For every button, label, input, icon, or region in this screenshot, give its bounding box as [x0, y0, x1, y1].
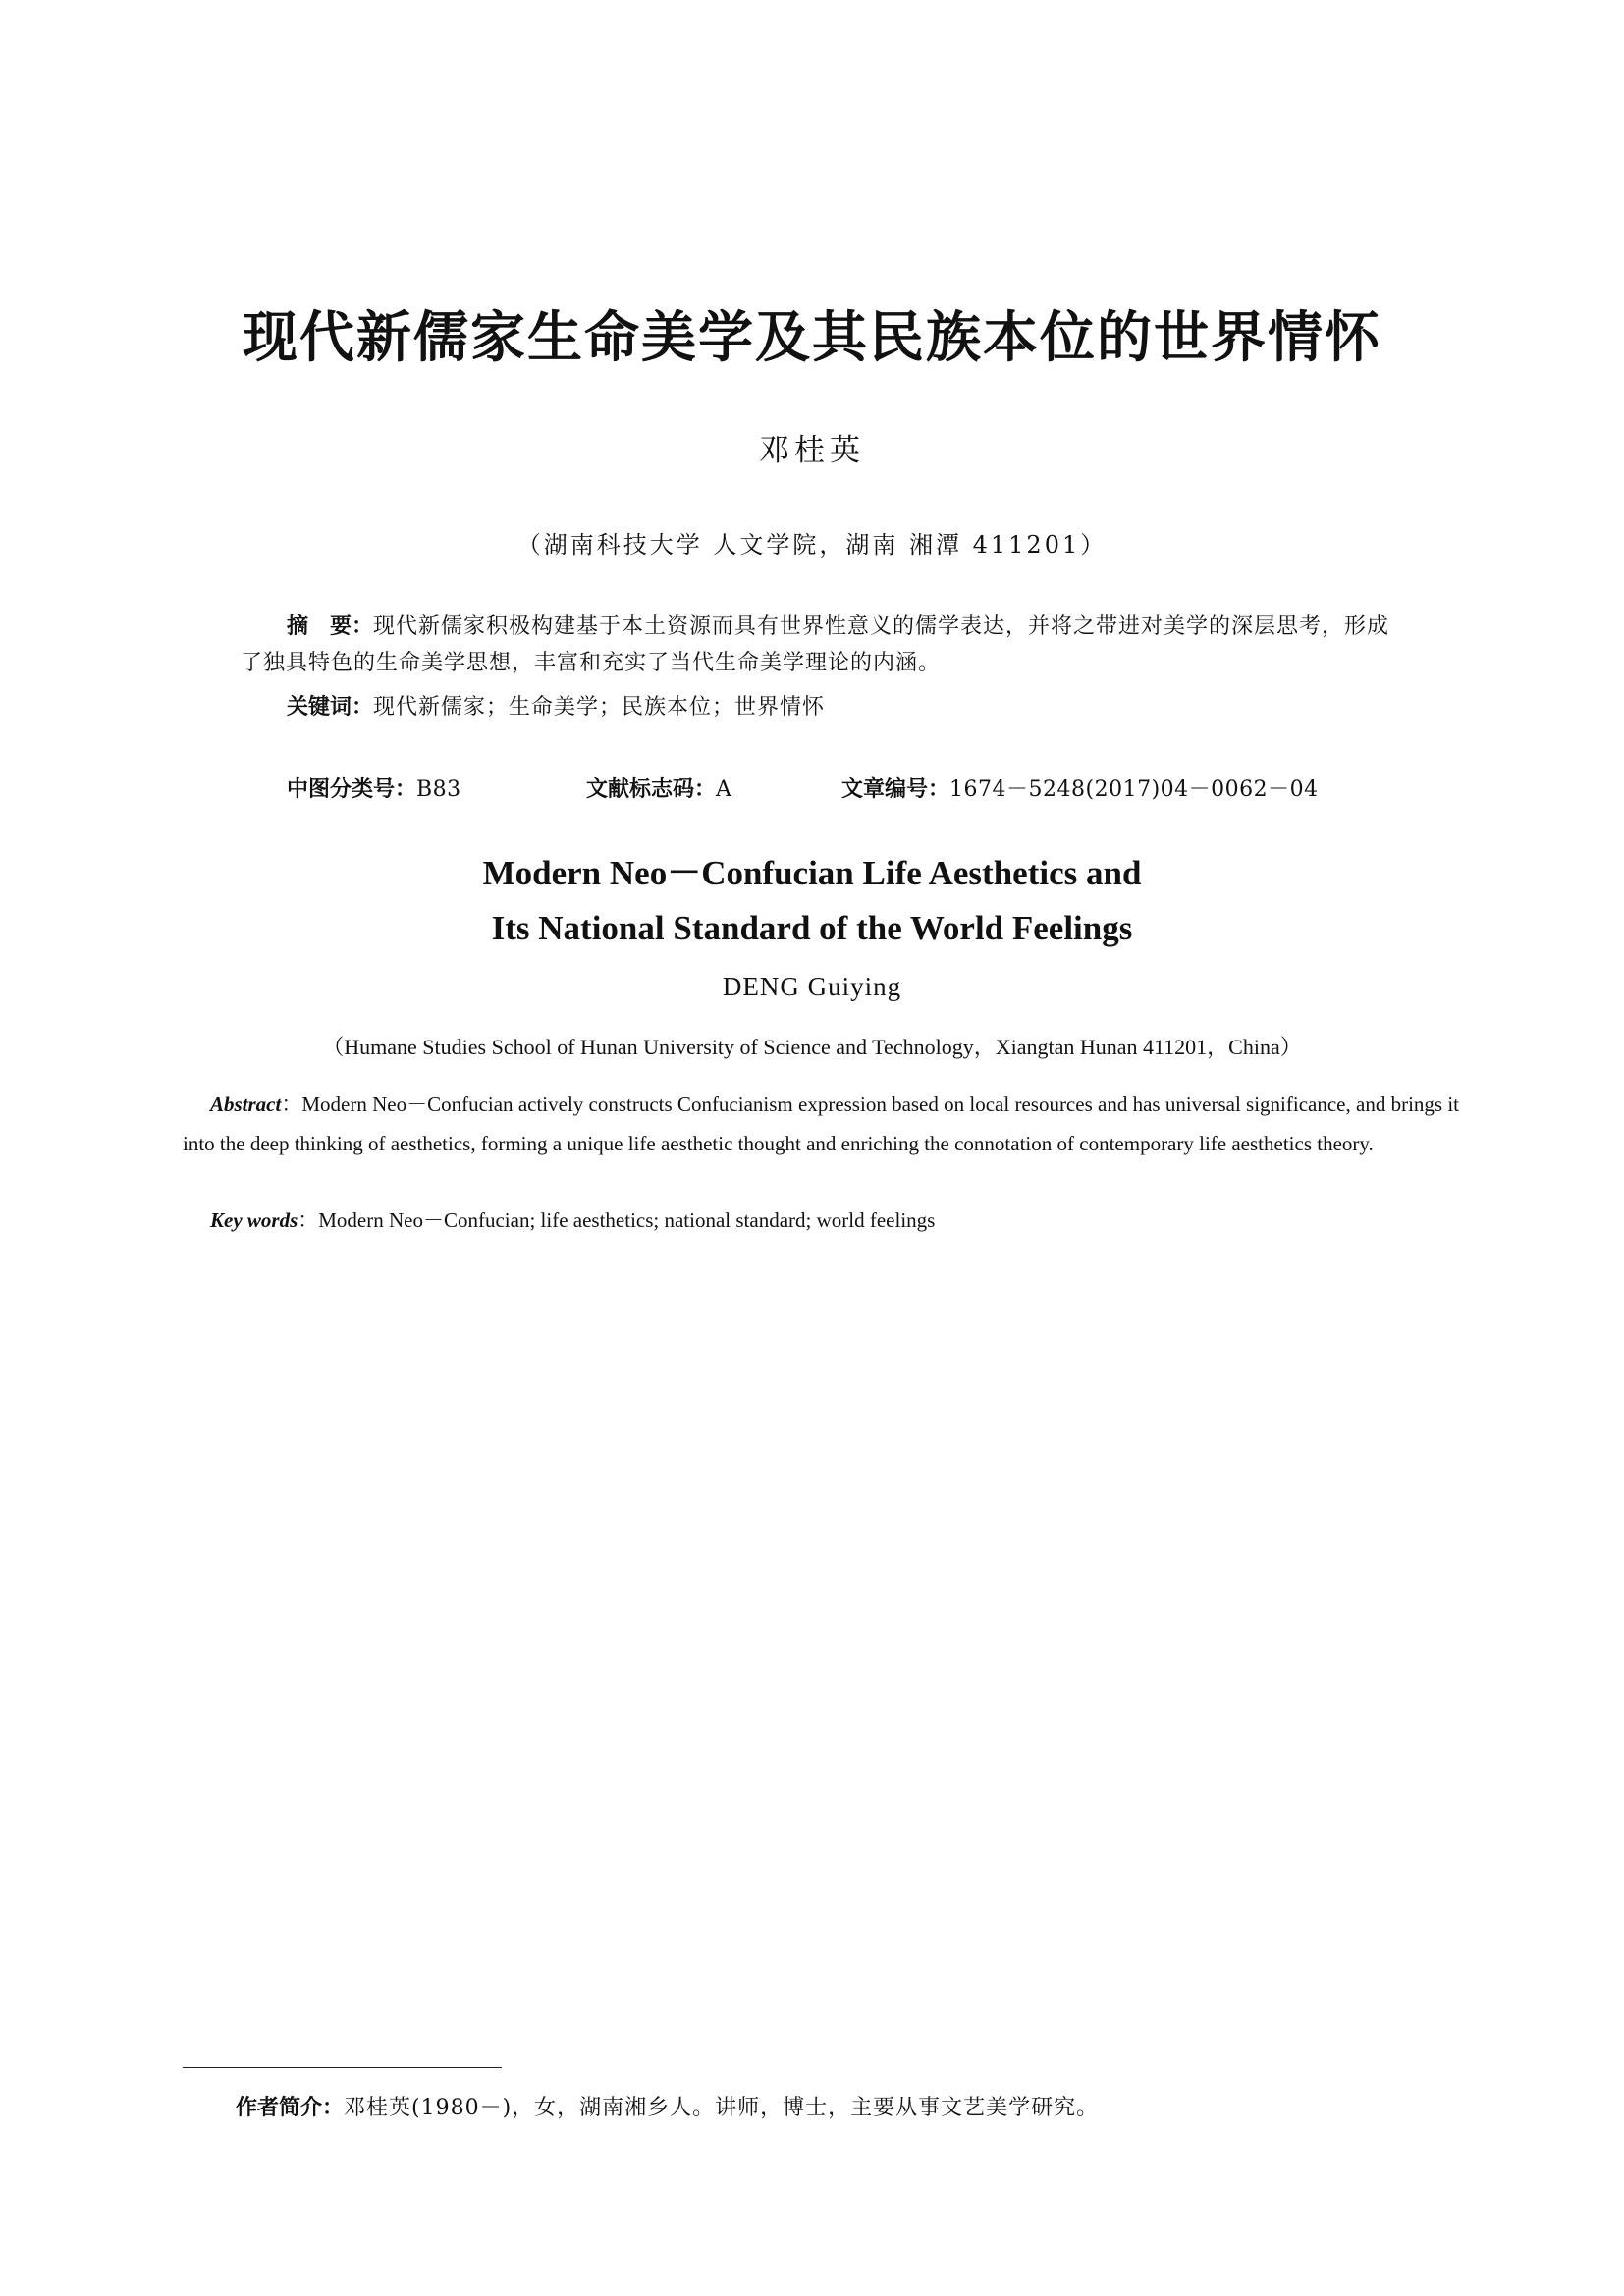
chinese-abstract: [241, 609, 1399, 681]
english-abstract-text: Modern Neo－Confucian actively constructs Confucianism expression based on local resources and has universal significance, and brings it into the deep thinking of aesthetics, forming a unique life aesthetic thought and enriching the connotation of contemporary life aesthetics theory.: [183, 1093, 1459, 1155]
footnote-label: 作者简介：: [236, 2096, 345, 2120]
english-title-line-2: Its National Standard of the World Feelings: [491, 909, 1133, 947]
english-keywords: [210, 1204, 1457, 1234]
english-author: DENG Guiying: [722, 972, 902, 1001]
footnote-divider: [183, 2067, 502, 2068]
english-keywords-separator: ：: [298, 1208, 319, 1232]
document-code: [586, 773, 731, 803]
english-title: [0, 846, 1624, 956]
english-abstract-label: Abstract: [210, 1093, 282, 1116]
english-keywords-text: Modern Neo－Confucian; life aesthetics; national standard; world feelings: [318, 1208, 936, 1232]
chinese-keywords-text: 现代新儒家；生命美学；民族本位；世界情怀: [373, 695, 826, 720]
article-number-value: 1674－5248(2017)04－0062－04: [949, 777, 1319, 802]
article-number-label: 文章编号：: [841, 777, 950, 802]
chinese-author: 邓桂英: [759, 433, 865, 468]
english-title-line-1: Modern Neo－Confucian Life Aesthetics and: [482, 854, 1142, 892]
chinese-abstract-text: 现代新儒家积极构建基于本土资源而具有世界性意义的儒学表达，并将之带进对美学的深层思考，形成了独具特色的生命美学思想，丰富和充实了当代生命美学理论的内涵。: [241, 614, 1390, 675]
document-code-label: 文献标志码：: [586, 777, 717, 802]
chinese-title: 现代新儒家生命美学及其民族本位的世界情怀: [243, 306, 1381, 370]
chinese-keywords-label: 关键词：: [287, 695, 374, 720]
author-footnote: [236, 2091, 1099, 2121]
english-keywords-label: Key words: [210, 1208, 298, 1232]
english-abstract-separator: ：: [281, 1093, 302, 1116]
english-affiliation: （Humane Studies School of Hunan University of Science and Technology，Xiangtan Hunan 411201，China）: [322, 1035, 1302, 1059]
clc-value: B83: [416, 777, 461, 802]
footnote-text: 邓桂英(1980－)，女，湖南湘乡人。讲师，博士，主要从事文艺美学研究。: [344, 2096, 1100, 2120]
chinese-abstract-label: 摘 要：: [287, 614, 374, 639]
chinese-affiliation: （湖南科技大学 人文学院，湖南 湘潭 411201）: [516, 531, 1108, 559]
clc-number: [287, 773, 461, 803]
clc-label: 中图分类号：: [287, 777, 417, 802]
chinese-keywords: [287, 690, 1396, 721]
english-abstract: [183, 1085, 1459, 1163]
document-code-value: A: [716, 777, 732, 802]
article-number: [841, 773, 1319, 803]
